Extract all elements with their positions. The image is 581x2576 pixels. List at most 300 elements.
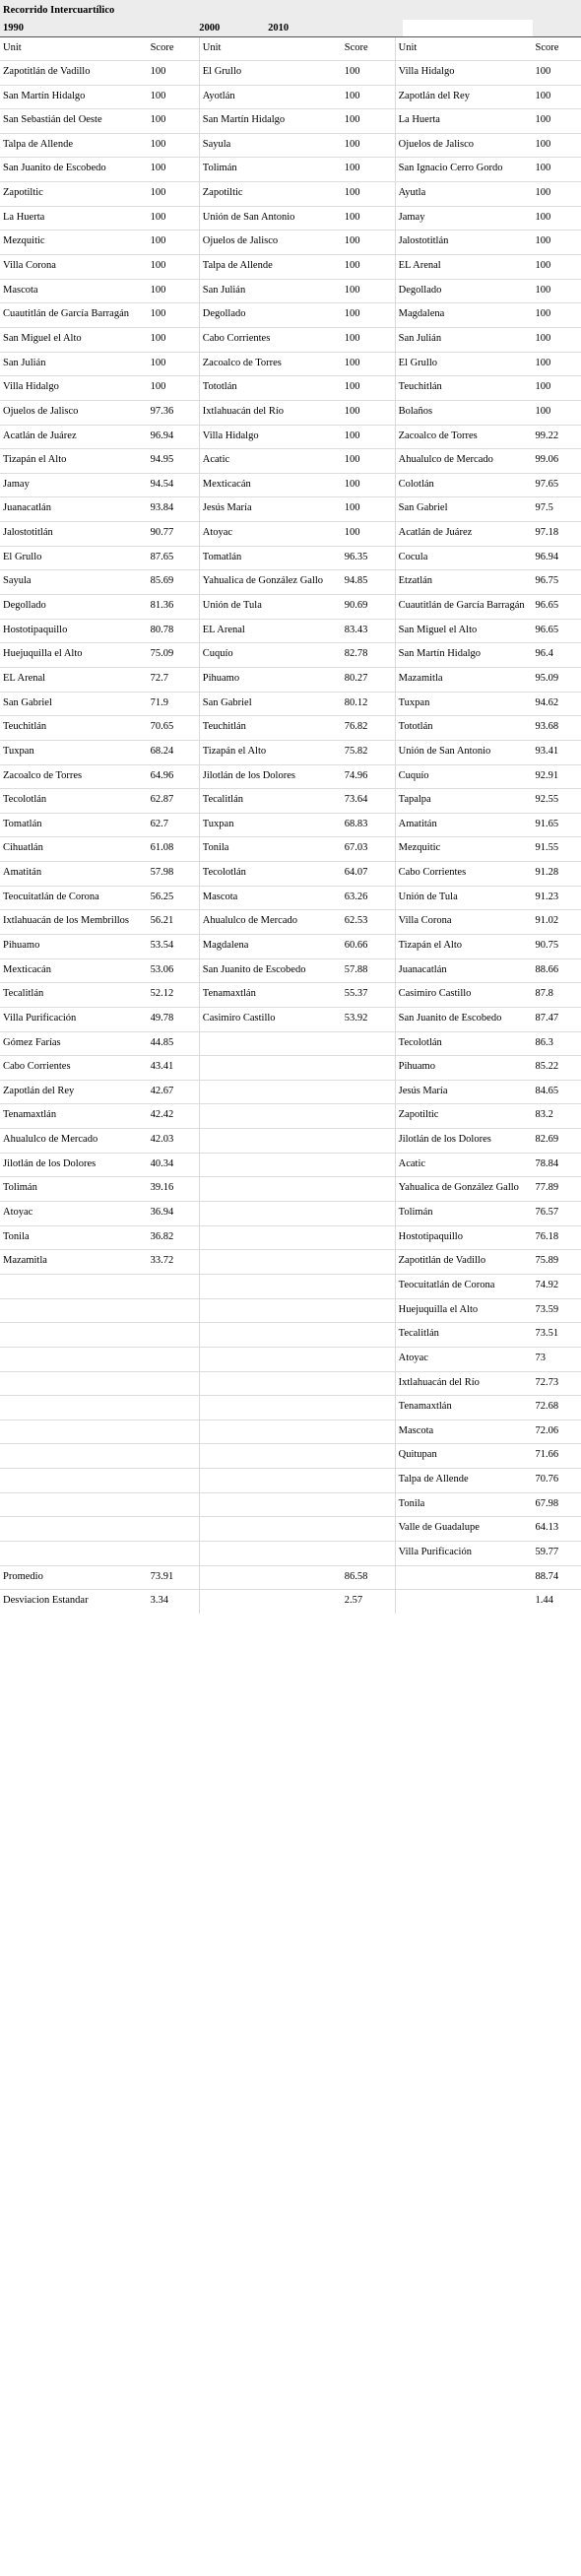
unit-cell: Degollado: [0, 595, 148, 620]
unit-cell: Mascota: [395, 1420, 532, 1444]
unit-cell: Bolaños: [395, 400, 532, 425]
score-cell: 100: [148, 85, 200, 109]
unit-cell: Tuxpan: [395, 692, 532, 716]
score-cell: 57.88: [342, 958, 395, 983]
score-cell: 100: [342, 109, 395, 134]
score-cell: 100: [533, 279, 581, 303]
unit-cell: Mascota: [199, 886, 341, 910]
score-cell: 90.77: [148, 522, 200, 547]
unit-cell: Atoyac: [199, 522, 341, 547]
summary-row: [0, 1590, 581, 1614]
score-cell: 44.85: [148, 1031, 200, 1056]
unit-cell: Cabo Corrientes: [395, 862, 532, 887]
unit-cell: San Martín Hidalgo: [0, 85, 148, 109]
unit-cell: Mezquitic: [395, 837, 532, 862]
table-row: [0, 327, 581, 352]
table-row: [0, 133, 581, 158]
unit-cell: Tizapán el Alto: [0, 449, 148, 474]
score-cell: 61.08: [148, 837, 200, 862]
score-cell: 100: [533, 231, 581, 255]
unit-cell: Tomatlán: [199, 546, 341, 570]
score-cell: 84.65: [533, 1080, 581, 1104]
unit-cell: Huejuquilla el Alto: [395, 1298, 532, 1323]
unit-cell: [0, 1444, 148, 1469]
unit-cell: Jilotlán de los Dolores: [395, 1129, 532, 1154]
table-row: [0, 1274, 581, 1298]
score-cell: 93.41: [533, 740, 581, 764]
unit-cell: Jilotlán de los Dolores: [199, 764, 341, 789]
column-header: Score: [533, 37, 581, 61]
unit-cell: [199, 1104, 341, 1129]
unit-cell: [199, 1517, 341, 1542]
table-row: [0, 546, 581, 570]
unit-cell: [199, 1542, 341, 1566]
unit-cell: Jesús María: [199, 497, 341, 522]
unit-cell: Sayula: [199, 133, 341, 158]
unit-cell: Zapotiltic: [395, 1104, 532, 1129]
table-row: [0, 910, 581, 935]
table-row: [0, 764, 581, 789]
score-cell: 85.22: [533, 1056, 581, 1081]
unit-cell: Cuautitlán de García Barragán: [395, 595, 532, 620]
score-cell: 72.68: [533, 1396, 581, 1420]
unit-cell: Sayula: [0, 570, 148, 595]
score-cell: 74.96: [342, 764, 395, 789]
unit-cell: Unión de Tula: [199, 595, 341, 620]
unit-cell: Zapotlán del Rey: [395, 85, 532, 109]
score-cell: 94.54: [148, 473, 200, 497]
unit-cell: [0, 1542, 148, 1566]
unit-cell: Mexticacán: [0, 958, 148, 983]
score-cell: 100: [533, 182, 581, 207]
score-cell: 100: [533, 376, 581, 401]
unit-cell: Cabo Corrientes: [0, 1056, 148, 1081]
unit-cell: San Gabriel: [199, 692, 341, 716]
unit-cell: Degollado: [395, 279, 532, 303]
unit-cell: [199, 1056, 341, 1081]
unit-cell: Cuautitlán de García Barragán: [0, 303, 148, 328]
unit-cell: Mexticacán: [199, 473, 341, 497]
unit-cell: Cabo Corrientes: [199, 327, 341, 352]
unit-cell: Acatic: [199, 449, 341, 474]
score-cell: 100: [533, 255, 581, 280]
score-cell: 75.82: [342, 740, 395, 764]
score-cell: 96.94: [148, 425, 200, 449]
table-row: [0, 1225, 581, 1250]
unit-cell: Jalostotitlán: [395, 231, 532, 255]
table-row: [0, 1347, 581, 1371]
score-cell: 42.03: [148, 1129, 200, 1154]
unit-cell: Acatlán de Juárez: [0, 425, 148, 449]
score-cell: 100: [342, 497, 395, 522]
score-cell: [148, 1542, 200, 1566]
score-cell: 71.9: [148, 692, 200, 716]
table-row: [0, 1080, 581, 1104]
score-cell: [148, 1323, 200, 1348]
unit-cell: Degollado: [199, 303, 341, 328]
score-cell: [148, 1444, 200, 1469]
score-cell: 100: [533, 158, 581, 182]
unit-cell: [199, 1153, 341, 1177]
unit-cell: EL Arenal: [395, 255, 532, 280]
score-cell: 92.55: [533, 789, 581, 814]
score-cell: 100: [342, 206, 395, 231]
score-cell: [342, 1056, 395, 1081]
unit-cell: Talpa de Allende: [395, 1469, 532, 1493]
table-row: [0, 158, 581, 182]
table-row: [0, 85, 581, 109]
score-cell: 42.42: [148, 1104, 200, 1129]
score-cell: 62.53: [342, 910, 395, 935]
table-row: [0, 789, 581, 814]
score-cell: [342, 1347, 395, 1371]
unit-cell: [0, 1469, 148, 1493]
score-cell: 100: [148, 60, 200, 85]
unit-cell: Zacoalco de Torres: [199, 352, 341, 376]
unit-cell: Tototlán: [199, 376, 341, 401]
score-cell: 94.85: [342, 570, 395, 595]
score-cell: 100: [342, 60, 395, 85]
score-cell: 96.65: [533, 595, 581, 620]
table-row: [0, 1129, 581, 1154]
unit-cell: [199, 1323, 341, 1348]
score-cell: 100: [148, 279, 200, 303]
score-cell: [148, 1298, 200, 1323]
score-cell: 76.18: [533, 1225, 581, 1250]
unit-cell: Cuquío: [395, 764, 532, 789]
unit-cell: [199, 1590, 341, 1614]
unit-cell: Juanacatlán: [0, 497, 148, 522]
score-cell: 100: [342, 327, 395, 352]
table-header: [0, 0, 581, 37]
unit-cell: EL Arenal: [199, 619, 341, 643]
score-cell: [148, 1492, 200, 1517]
table-row: [0, 1542, 581, 1566]
unit-cell: [0, 1517, 148, 1542]
score-cell: 73.59: [533, 1298, 581, 1323]
score-cell: 1.44: [535, 1595, 553, 1607]
score-cell: 100: [148, 133, 200, 158]
score-cell: 88.74: [533, 1565, 581, 1590]
score-cell: 56.25: [148, 886, 200, 910]
table-row: [0, 1250, 581, 1275]
score-cell: 99.22: [533, 425, 581, 449]
score-cell: [148, 1469, 200, 1493]
unit-cell: La Huerta: [0, 206, 148, 231]
unit-cell: Tonila: [395, 1492, 532, 1517]
score-cell: 88.66: [533, 958, 581, 983]
table-row: [0, 1396, 581, 1420]
score-cell: 73: [533, 1347, 581, 1371]
unit-cell: Mazamitla: [0, 1250, 148, 1275]
unit-cell: Mezquitic: [0, 231, 148, 255]
score-cell: 100: [342, 425, 395, 449]
unit-cell: San Martín Hidalgo: [199, 109, 341, 134]
score-cell: 100: [342, 255, 395, 280]
score-cell: 68.24: [148, 740, 200, 764]
score-cell: 2.57: [344, 1595, 363, 1607]
score-cell: 91.23: [533, 886, 581, 910]
unit-cell: Zacoalco de Torres: [0, 764, 148, 789]
unit-cell: Valle de Guadalupe: [395, 1517, 532, 1542]
table-row: [0, 400, 581, 425]
unit-cell: Cuquío: [199, 643, 341, 668]
score-cell: 100: [148, 327, 200, 352]
table-row: [0, 303, 581, 328]
score-cell: 100: [533, 60, 581, 85]
score-cell: 64.07: [342, 862, 395, 887]
score-cell: 100: [342, 85, 395, 109]
score-cell: [342, 1444, 395, 1469]
unit-cell: San Julián: [199, 279, 341, 303]
table-row: [0, 934, 581, 958]
score-cell: [342, 1517, 395, 1542]
score-cell: [342, 1492, 395, 1517]
unit-cell: Magdalena: [395, 303, 532, 328]
unit-cell: La Huerta: [395, 109, 532, 134]
table-row: [0, 1444, 581, 1469]
score-cell: 91.65: [533, 813, 581, 837]
table-row: [0, 643, 581, 668]
unit-cell: Tecalitlán: [199, 789, 341, 814]
score-cell: [342, 1202, 395, 1226]
summary-row: [0, 1565, 581, 1590]
score-cell: [148, 1347, 200, 1371]
unit-cell: Teocuitatlán de Corona: [0, 886, 148, 910]
unit-cell: Cihuatlán: [0, 837, 148, 862]
table-row: [0, 862, 581, 887]
score-cell: 73.91: [148, 1565, 200, 1590]
unit-cell: San Sebastián del Oeste: [0, 109, 148, 134]
column-header: Unit: [395, 37, 532, 61]
unit-cell: Tenamaxtlán: [199, 983, 341, 1008]
score-cell: 87.8: [533, 983, 581, 1008]
table-row: [0, 1056, 581, 1081]
score-cell: 100: [148, 182, 200, 207]
score-cell: 83.43: [342, 619, 395, 643]
score-cell: [342, 1031, 395, 1056]
score-cell: 71.66: [533, 1444, 581, 1469]
score-cell: 80.78: [148, 619, 200, 643]
unit-cell: Mazamitla: [395, 667, 532, 692]
table-row: [0, 1323, 581, 1348]
unit-cell: Villa Purificación: [395, 1542, 532, 1566]
score-cell: 64.96: [148, 764, 200, 789]
score-cell: 53.54: [148, 934, 200, 958]
score-cell: 97.65: [533, 473, 581, 497]
score-cell: 67.98: [533, 1492, 581, 1517]
table-row: [0, 958, 581, 983]
unit-cell: Tenamaxtlán: [395, 1396, 532, 1420]
unit-cell: El Grullo: [0, 546, 148, 570]
score-cell: 53.92: [342, 1007, 395, 1031]
score-cell: 91.28: [533, 862, 581, 887]
table-row: [0, 692, 581, 716]
score-cell: 95.09: [533, 667, 581, 692]
unit-cell: San Julián: [395, 327, 532, 352]
unit-cell: San Ignacio Cerro Gordo: [395, 158, 532, 182]
unit-cell: [199, 1177, 341, 1202]
unit-cell: Tecalitlán: [395, 1323, 532, 1348]
score-cell: [342, 1469, 395, 1493]
score-cell: 100: [533, 352, 581, 376]
unit-cell: [199, 1565, 341, 1590]
unit-cell: Acatic: [395, 1153, 532, 1177]
unit-cell: Etzatlán: [395, 570, 532, 595]
unit-cell: Promedio: [0, 1565, 148, 1590]
unit-cell: Cocula: [395, 546, 532, 570]
table-row: [0, 522, 581, 547]
unit-cell: Villa Corona: [0, 255, 148, 280]
unit-cell: Zapotitlán de Vadillo: [0, 60, 148, 85]
score-cell: 96.35: [342, 546, 395, 570]
score-cell: 86.3: [533, 1031, 581, 1056]
score-cell: 100: [342, 522, 395, 547]
unit-cell: Tolimán: [199, 158, 341, 182]
unit-cell: Atoyac: [0, 1202, 148, 1226]
table-row: [0, 1371, 581, 1396]
score-cell: [342, 1396, 395, 1420]
table-row: [0, 667, 581, 692]
score-cell: 94.95: [148, 449, 200, 474]
score-cell: [342, 1420, 395, 1444]
score-cell: 100: [148, 206, 200, 231]
score-cell: 100: [533, 303, 581, 328]
score-cell: 94.62: [533, 692, 581, 716]
score-cell: 52.12: [148, 983, 200, 1008]
unit-cell: Amatitán: [0, 862, 148, 887]
score-cell: 78.84: [533, 1153, 581, 1177]
unit-cell: Ayutla: [395, 182, 532, 207]
score-cell: 76.57: [533, 1202, 581, 1226]
unit-cell: Jalostotitlán: [0, 522, 148, 547]
score-cell: 100: [533, 85, 581, 109]
unit-cell: [199, 1274, 341, 1298]
score-cell: 36.82: [148, 1225, 200, 1250]
score-cell: 72.7: [148, 667, 200, 692]
table-row: [0, 206, 581, 231]
column-header: Unit: [199, 37, 341, 61]
unit-cell: Jesús María: [395, 1080, 532, 1104]
score-cell: 74.92: [533, 1274, 581, 1298]
table-row: [0, 425, 581, 449]
unit-cell: San Miguel el Alto: [0, 327, 148, 352]
score-cell: 96.65: [533, 619, 581, 643]
unit-cell: Teuchitlán: [199, 716, 341, 741]
score-cell: 82.78: [342, 643, 395, 668]
score-cell: 63.26: [342, 886, 395, 910]
table-row: [0, 595, 581, 620]
table-row: [0, 619, 581, 643]
unit-cell: Tomatlán: [0, 813, 148, 837]
unit-cell: [199, 1492, 341, 1517]
table-row: [0, 983, 581, 1008]
unit-cell: Tecalitlán: [0, 983, 148, 1008]
table-row: [0, 837, 581, 862]
score-cell: [342, 1371, 395, 1396]
unit-cell: Hostotipaquillo: [0, 619, 148, 643]
score-cell: 80.12: [342, 692, 395, 716]
unit-cell: Unión de Tula: [395, 886, 532, 910]
score-cell: 42.67: [148, 1080, 200, 1104]
score-cell: 82.69: [533, 1129, 581, 1154]
unit-cell: Jamay: [0, 473, 148, 497]
unit-cell: Acatlán de Juárez: [395, 522, 532, 547]
table-row: [0, 449, 581, 474]
score-cell: 96.75: [533, 570, 581, 595]
unit-cell: [199, 1347, 341, 1371]
unit-cell: [199, 1225, 341, 1250]
score-cell: 93.84: [148, 497, 200, 522]
unit-cell: Ojuelos de Jalisco: [199, 231, 341, 255]
table-row: [0, 886, 581, 910]
unit-cell: Yahualica de González Gallo: [395, 1177, 532, 1202]
table-row: [0, 182, 581, 207]
score-cell: 100: [533, 400, 581, 425]
table-row: [0, 60, 581, 85]
score-cell: 100: [342, 279, 395, 303]
score-cell: 86.58: [342, 1565, 395, 1590]
score-cell: 96.94: [533, 546, 581, 570]
table-row: [0, 813, 581, 837]
unit-cell: San Miguel el Alto: [395, 619, 532, 643]
score-cell: 100: [342, 352, 395, 376]
unit-cell: Tolimán: [395, 1202, 532, 1226]
score-cell: [342, 1225, 395, 1250]
score-cell: 100: [148, 255, 200, 280]
unit-cell: Teuchitlán: [0, 716, 148, 741]
unit-cell: Tecolotlán: [0, 789, 148, 814]
unit-cell: EL Arenal: [0, 667, 148, 692]
table-row: [0, 1031, 581, 1056]
score-cell: 100: [342, 182, 395, 207]
score-cell: 72.06: [533, 1420, 581, 1444]
score-cell: [342, 1153, 395, 1177]
unit-cell: San Martín Hidalgo: [395, 643, 532, 668]
unit-cell: Teuchitlán: [395, 376, 532, 401]
table-row: [0, 1104, 581, 1129]
table-row: [0, 255, 581, 280]
score-cell: 87.65: [148, 546, 200, 570]
unit-cell: Amatitán: [395, 813, 532, 837]
table-body: [0, 37, 581, 1614]
unit-cell: Villa Purificación: [0, 1007, 148, 1031]
score-cell: 100: [533, 206, 581, 231]
score-cell: 36.94: [148, 1202, 200, 1226]
score-cell: [342, 1104, 395, 1129]
score-cell: 55.37: [342, 983, 395, 1008]
score-cell: [342, 1080, 395, 1104]
score-cell: 39.16: [148, 1177, 200, 1202]
score-cell: [342, 1542, 395, 1566]
unit-cell: [0, 1492, 148, 1517]
unit-cell: Tizapán el Alto: [395, 934, 532, 958]
unit-cell: [395, 1565, 532, 1590]
unit-cell: Ahualulco de Mercado: [199, 910, 341, 935]
score-cell: 59.77: [533, 1542, 581, 1566]
unit-cell: San Gabriel: [0, 692, 148, 716]
table-row: [0, 231, 581, 255]
unit-cell: Huejuquilla el Alto: [0, 643, 148, 668]
unit-cell: [199, 1129, 341, 1154]
score-cell: 80.27: [342, 667, 395, 692]
unit-cell: San Juanito de Escobedo: [395, 1007, 532, 1031]
score-cell: 100: [148, 109, 200, 134]
table-title: Recorrido Intercuartílico: [0, 0, 581, 20]
table-row: [0, 716, 581, 741]
table-row: [0, 1007, 581, 1031]
score-cell: 90.75: [533, 934, 581, 958]
